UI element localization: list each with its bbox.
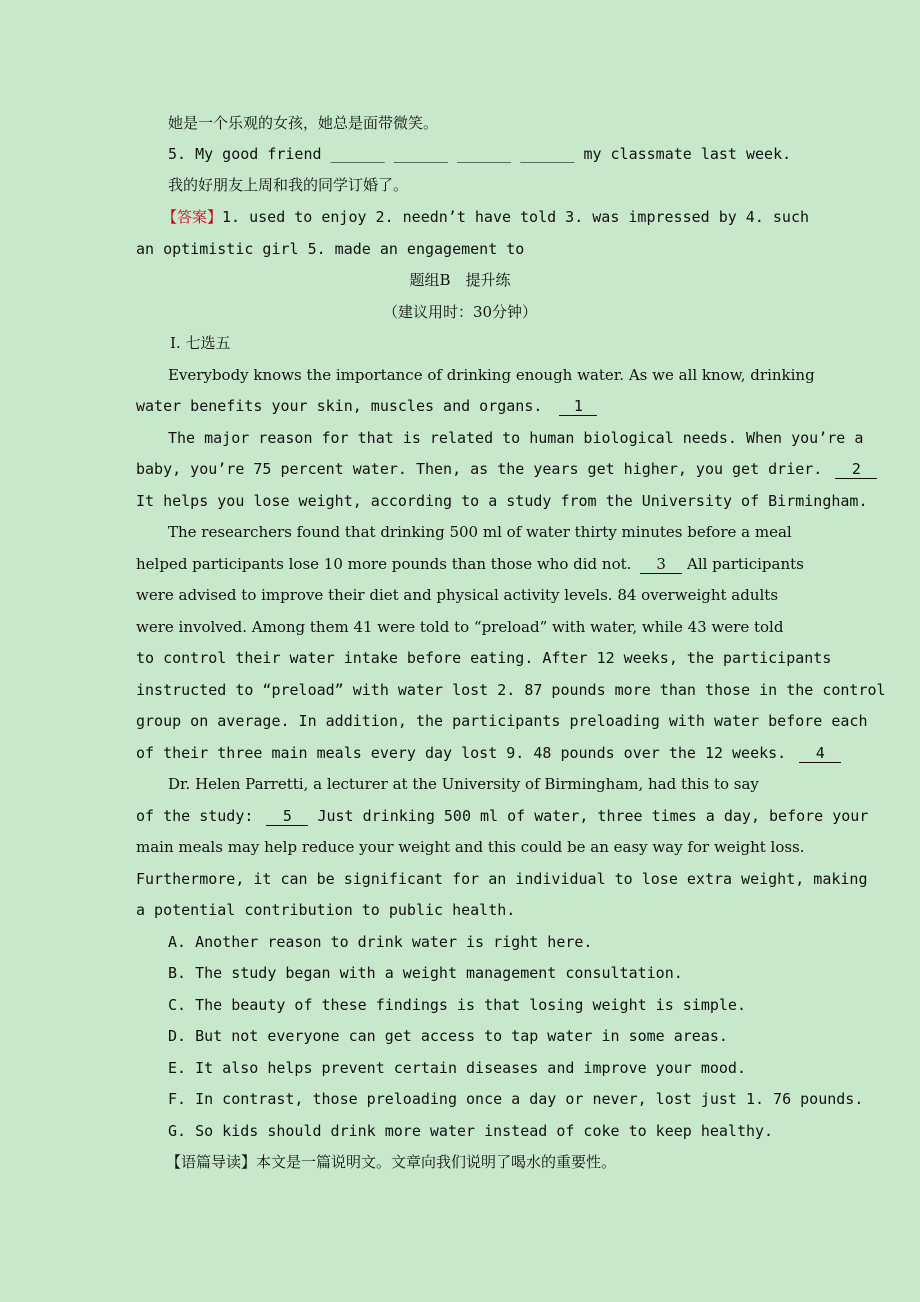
q4-translation: 她是一个乐观的女孩，她总是面带微笑。 xyxy=(168,114,439,132)
passage-guide: 【语篇导读】本文是一篇说明文。文章向我们说明了喝水的重要性。 xyxy=(166,1153,617,1171)
option-g: G. So kids should drink more water instead of coke to keep healthy. xyxy=(168,1122,774,1140)
passage-line-17: Furthermore, it can be significant for an individual to lose extra weight, making xyxy=(136,870,868,888)
answer-line-2: an optimistic girl 5. made an engagement to xyxy=(136,240,525,258)
blank-3: 3 xyxy=(640,556,682,574)
answer-tag: 【答案】 xyxy=(162,208,223,226)
passage-line-10: to control their water intake before eating. After 12 weeks, the participants xyxy=(136,649,832,667)
blank-5: 5 xyxy=(266,808,308,826)
passage-line-16: main meals may help reduce your weight and this could be an easy way for weight loss. xyxy=(136,838,805,856)
option-a: A. Another reason to drink water is right here. xyxy=(168,933,593,951)
passage-line-13: of their three main meals every day lost 9. 48 pounds over the 12 weeks. 4 xyxy=(136,743,841,763)
passage-line-1: Everybody knows the importance of drinking enough water. As we all know, drinking xyxy=(168,366,815,384)
passage-line-14: Dr. Helen Parretti, a lecturer at the University of Birmingham, had this to say xyxy=(168,775,759,793)
blank-4: 4 xyxy=(799,745,841,763)
section-heading: Ⅰ. 七选五 xyxy=(170,334,231,352)
blank-2: 2 xyxy=(835,461,877,479)
time-hint: （建议用时：30分钟） xyxy=(382,303,538,321)
passage-line-8: were advised to improve their diet and physical activity levels. 84 overweight adults xyxy=(136,586,779,604)
answer-line-1 xyxy=(162,207,809,227)
option-c: C. The beauty of these findings is that losing weight is simple. xyxy=(168,996,746,1014)
q5-blanks: ______ ______ ______ ______ xyxy=(330,145,575,163)
question-5 xyxy=(168,144,791,164)
option-f: F. In contrast, those preloading once a day or never, lost just 1. 76 pounds. xyxy=(168,1090,864,1108)
option-b: B. The study began with a weight management consultation. xyxy=(168,964,683,982)
option-e: E. It also helps prevent certain diseases and improve your mood. xyxy=(168,1059,746,1077)
passage-line-6: The researchers found that drinking 500 ml of water thirty minutes before a meal xyxy=(168,523,792,541)
passage-line-9: were involved. Among them 41 were told to “preload” with water, while 43 were told xyxy=(136,618,784,636)
passage-line-12: group on average. In addition, the participants preloading with water before each xyxy=(136,712,868,730)
answer-text-1: 1. used to enjoy 2. needn’t have told 3. was impressed by 4. such xyxy=(222,208,810,226)
passage-line-2: water benefits your skin, muscles and organs. 1 xyxy=(136,396,597,416)
passage-line-5: It helps you lose weight, according to a study from the University of Birmingham. xyxy=(136,492,868,510)
passage-line-3: The major reason for that is related to human biological needs. When you’re a xyxy=(168,429,864,447)
passage-line-7: helped participants lose 10 more pounds than those who did not. 3 All participants xyxy=(136,555,804,573)
passage-line-11: instructed to “preload” with water lost 2. 87 pounds more than those in the control xyxy=(136,681,886,699)
passage-line-15: of the study: 5 Just drinking 500 ml of water, three times a day, before your xyxy=(136,807,869,825)
blank-1: 1 xyxy=(559,398,597,416)
passage-line-4: baby, you’re 75 percent water. Then, as the years get higher, you get drier. 2 xyxy=(136,459,877,479)
option-d: D. But not everyone can get access to tap water in some areas. xyxy=(168,1027,728,1045)
group-title: 题组B 提升练 xyxy=(409,271,511,289)
q5-prefix: 5. My good friend xyxy=(168,145,322,163)
q5-suffix: my classmate last week. xyxy=(583,145,792,163)
q5-translation: 我的好朋友上周和我的同学订婚了。 xyxy=(168,176,409,194)
passage-line-18: a potential contribution to public health. xyxy=(136,901,516,919)
